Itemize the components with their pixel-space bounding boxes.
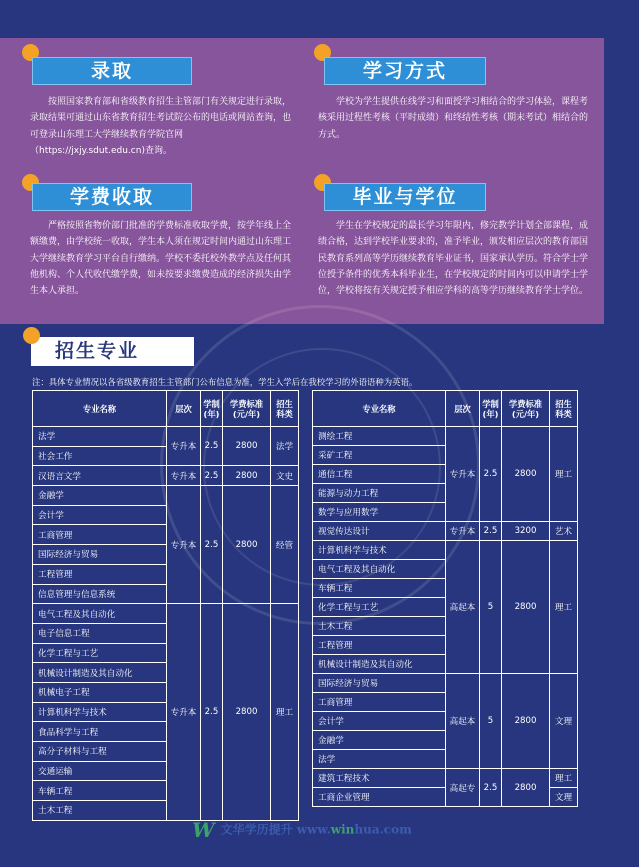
header-years: 学制 (年) bbox=[201, 391, 223, 427]
years-cell: 2.5 bbox=[201, 427, 223, 466]
fee-cell: 2800 bbox=[502, 674, 550, 769]
table-row bbox=[33, 604, 299, 624]
header-major-name: 专业名称 bbox=[313, 391, 446, 427]
major-name-cell: 工程管理 bbox=[33, 564, 167, 584]
major-name-cell: 信息管理与信息系统 bbox=[33, 584, 167, 604]
category-cell: 理工 bbox=[550, 541, 578, 674]
major-name-cell: 金融学 bbox=[313, 731, 446, 750]
major-name-cell: 采矿工程 bbox=[313, 446, 446, 465]
fee-cell: 3200 bbox=[502, 522, 550, 541]
major-name-cell: 视觉传达设计 bbox=[313, 522, 446, 541]
major-name-cell: 土木工程 bbox=[33, 801, 167, 821]
major-name-cell: 数学与应用数学 bbox=[313, 503, 446, 522]
years-cell: 2.5 bbox=[201, 604, 223, 821]
majors-heading: 招生专业 bbox=[31, 337, 194, 366]
major-name-cell: 工商管理 bbox=[313, 693, 446, 712]
header-level: 层次 bbox=[167, 391, 201, 427]
major-name-cell: 工商企业管理 bbox=[313, 788, 446, 807]
header-category: 招生 科类 bbox=[271, 391, 299, 427]
major-name-cell: 车辆工程 bbox=[313, 579, 446, 598]
major-name-cell: 车辆工程 bbox=[33, 781, 167, 801]
majors-table-left bbox=[32, 390, 299, 821]
section-title-study: 学习方式 bbox=[324, 57, 486, 85]
level-cell: 专升本 bbox=[446, 522, 480, 541]
level-cell: 专升本 bbox=[167, 427, 201, 466]
fee-cell: 2800 bbox=[502, 541, 550, 674]
major-name-cell: 电气工程及其自动化 bbox=[313, 560, 446, 579]
category-cell: 经管 bbox=[271, 486, 299, 604]
header-years: 学制 (年) bbox=[480, 391, 502, 427]
section-text-admission: 按照国家教育部和省级教育招生主管部门有关规定进行录取，录取结果可通过山东省教育招生考试院公布的电话或网站查询，也可登录山东理工大学继续教育学院官网（https://jxjy.sdut.edu.cn)查询。 bbox=[30, 97, 292, 156]
majors-table-right bbox=[312, 390, 578, 807]
table-row bbox=[313, 427, 578, 446]
major-name-cell: 汉语言文学 bbox=[33, 466, 167, 486]
years-cell: 2.5 bbox=[201, 486, 223, 604]
major-name-cell: 国际经济与贸易 bbox=[313, 674, 446, 693]
major-name-cell: 土木工程 bbox=[313, 617, 446, 636]
level-cell: 专升本 bbox=[167, 466, 201, 486]
major-name-cell: 交通运输 bbox=[33, 761, 167, 781]
major-name-cell: 通信工程 bbox=[313, 465, 446, 484]
header-fee: 学费标准 (元/年) bbox=[502, 391, 550, 427]
major-name-cell: 会计学 bbox=[33, 505, 167, 525]
major-name-cell: 工程管理 bbox=[313, 636, 446, 655]
major-name-cell: 国际经济与贸易 bbox=[33, 545, 167, 565]
section-title-fee: 学费收取 bbox=[32, 183, 192, 211]
fee-cell: 2800 bbox=[223, 466, 271, 486]
winhua-logo-icon: W bbox=[192, 818, 215, 842]
major-name-cell: 法学 bbox=[33, 427, 167, 447]
major-name-cell: 建筑工程技术 bbox=[313, 769, 446, 788]
category-cell: 文理 bbox=[550, 674, 578, 769]
major-name-cell: 社会工作 bbox=[33, 446, 167, 466]
years-cell: 2.5 bbox=[480, 522, 502, 541]
years-cell: 5 bbox=[480, 541, 502, 674]
major-name-cell: 计算机科学与技术 bbox=[313, 541, 446, 560]
section-text-study: 学校为学生提供在线学习和面授学习相结合的学习体验，课程考核采用过程性考核（平时成绩）和终结性考核（期末考试）相结合的方式。 bbox=[318, 97, 589, 140]
table-row bbox=[313, 769, 578, 788]
table-row bbox=[33, 466, 299, 486]
category-cell: 文理 bbox=[550, 788, 578, 807]
major-name-cell: 会计学 bbox=[313, 712, 446, 731]
major-name-cell: 电子信息工程 bbox=[33, 623, 167, 643]
level-cell: 专升本 bbox=[167, 604, 201, 821]
category-cell: 理工 bbox=[550, 769, 578, 788]
years-cell: 2.5 bbox=[480, 769, 502, 807]
major-name-cell: 食品科学与工程 bbox=[33, 722, 167, 742]
level-cell: 专升本 bbox=[167, 486, 201, 604]
years-cell: 2.5 bbox=[480, 427, 502, 522]
category-cell: 法学 bbox=[271, 427, 299, 466]
major-name-cell: 法学 bbox=[313, 750, 446, 769]
majors-note: 注：具体专业情况以各省级教育招生主管部门公布信息为准，学生入学后在我校学习的外语语种为英语。 bbox=[32, 377, 418, 387]
table-row bbox=[33, 427, 299, 447]
category-cell: 文史 bbox=[271, 466, 299, 486]
level-cell: 高起本 bbox=[446, 541, 480, 674]
major-name-cell: 电气工程及其自动化 bbox=[33, 604, 167, 624]
table-row bbox=[313, 674, 578, 693]
fee-cell: 2800 bbox=[502, 769, 550, 807]
years-cell: 2.5 bbox=[201, 466, 223, 486]
section-text-graduation: 学生在学校规定的最长学习年限内，修完教学计划全部课程，成绩合格，达到学校毕业要求的，准予毕业，颁发相应层次的教育部国民教育系列高等学历继续教育毕业证书，国家承认学历。符合学士学位授予条件的优秀本科毕业生，在学校规定的时间内可以申请学士学位，学校将按有关规定授予相应学科的高等学历继续教育学士学位。 bbox=[318, 221, 589, 297]
header-level: 层次 bbox=[446, 391, 480, 427]
major-name-cell: 化学工程与工艺 bbox=[313, 598, 446, 617]
section-title-admission: 录取 bbox=[32, 57, 192, 85]
category-cell: 艺术 bbox=[550, 522, 578, 541]
category-cell: 理工 bbox=[550, 427, 578, 522]
fee-cell: 2800 bbox=[502, 427, 550, 522]
header-fee: 学费标准 (元/年) bbox=[223, 391, 271, 427]
level-cell: 专升本 bbox=[446, 427, 480, 522]
major-name-cell: 测绘工程 bbox=[313, 427, 446, 446]
major-name-cell: 计算机科学与技术 bbox=[33, 702, 167, 722]
major-name-cell: 高分子材料与工程 bbox=[33, 742, 167, 762]
fee-cell: 2800 bbox=[223, 604, 271, 821]
header-category: 招生 科类 bbox=[550, 391, 578, 427]
bullet-dot-icon bbox=[23, 327, 40, 344]
major-name-cell: 化学工程与工艺 bbox=[33, 643, 167, 663]
footer-watermark bbox=[0, 818, 604, 842]
major-name-cell: 金融学 bbox=[33, 486, 167, 506]
section-title-graduation: 毕业与学位 bbox=[324, 183, 486, 211]
footer-text-end: hua.com bbox=[354, 822, 412, 837]
table-row bbox=[313, 541, 578, 560]
footer-text-accent: win bbox=[330, 822, 355, 837]
table-header-row bbox=[33, 391, 299, 427]
category-cell: 理工 bbox=[271, 604, 299, 821]
table-header-row bbox=[313, 391, 578, 427]
major-name-cell: 机械设计制造及其自动化 bbox=[33, 663, 167, 683]
header-major-name: 专业名称 bbox=[33, 391, 167, 427]
level-cell: 高起专 bbox=[446, 769, 480, 807]
major-name-cell: 能源与动力工程 bbox=[313, 484, 446, 503]
table-row bbox=[33, 486, 299, 506]
major-name-cell: 机械电子工程 bbox=[33, 682, 167, 702]
major-name-cell: 工商管理 bbox=[33, 525, 167, 545]
years-cell: 5 bbox=[480, 674, 502, 769]
level-cell: 高起本 bbox=[446, 674, 480, 769]
fee-cell: 2800 bbox=[223, 427, 271, 466]
fee-cell: 2800 bbox=[223, 486, 271, 604]
footer-text: 文华学历提升 www. bbox=[220, 822, 331, 837]
table-row bbox=[313, 522, 578, 541]
major-name-cell: 机械设计制造及其自动化 bbox=[313, 655, 446, 674]
section-text-fee: 严格按照省物价部门批准的学费标准收取学费，按学年线上全额缴费，由学校统一收取，学生本人须在规定时间内通过山东理工大学继续教育学习平台自行缴纳。学校不委托校外教学点及任何其他机构、个人代收代缴学费，如未按要求缴费造成的经济损失由学生本人承担。 bbox=[30, 221, 292, 297]
